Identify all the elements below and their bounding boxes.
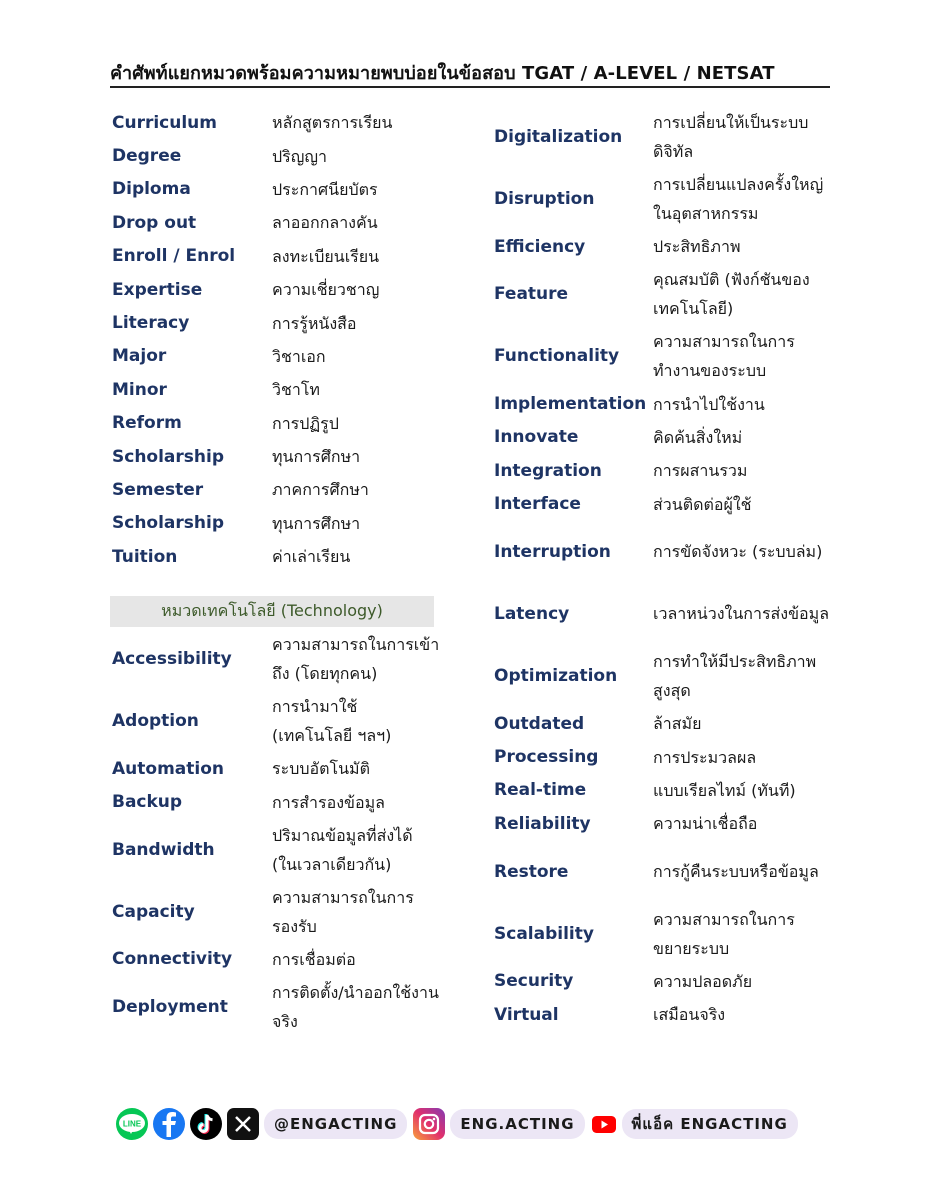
vocab-definition: การติดตั้ง/นำออกใช้งานจริง <box>272 983 439 1032</box>
vocab-definition: ทุนการศึกษา <box>272 447 361 467</box>
vocab-term: Curriculum <box>112 112 217 133</box>
vocab-term: Processing <box>494 747 599 768</box>
vocab-definition: การขัดจังหวะ (ระบบล่ม) <box>653 542 823 562</box>
vocab-term: Disruption <box>494 189 595 209</box>
vocab-definition: ค่าเล่าเรียน <box>272 547 351 567</box>
vocab-definition: การรู้หนังสือ <box>272 313 357 333</box>
tiktok-icon[interactable] <box>190 1108 222 1140</box>
page-title: คำศัพท์แยกหมวดพร้อมความหมายพบบ่อยในข้อสอบ TGAT / A-LEVEL / NETSAT <box>110 63 775 84</box>
vocab-term: Scalability <box>494 923 594 944</box>
vocab-definition: การเปลี่ยนแปลงครั้งใหญ่ในอุตสาหกรรม <box>653 175 824 223</box>
vocab-definition: หลักสูตรการเรียน <box>272 113 393 133</box>
social-footer <box>116 1106 826 1142</box>
instagram-icon[interactable] <box>413 1108 445 1140</box>
vocab-term: Major <box>112 346 167 367</box>
vocab-row <box>494 965 834 998</box>
vocab-row <box>112 139 442 172</box>
vocab-row <box>112 407 442 440</box>
vocab-row <box>494 263 834 325</box>
vocab-term: Integration <box>494 460 602 481</box>
vocab-term: Implementation <box>494 394 647 415</box>
vocab-row <box>112 173 442 206</box>
vocab-term: Connectivity <box>112 949 233 970</box>
handle-pill-youtube[interactable]: พี่แอ็ค ENGACTING <box>622 1109 798 1139</box>
vocab-term: Optimization <box>494 665 618 686</box>
vocab-term: Interruption <box>494 541 611 562</box>
vocab-definition: การผสานรวม <box>653 461 748 481</box>
vocab-row <box>494 774 834 807</box>
vocab-row <box>112 540 442 573</box>
line-icon-label: LINE <box>122 1119 142 1129</box>
vocab-list-right <box>494 106 834 1031</box>
vocab-row <box>112 440 442 473</box>
vocab-definition: ภาคการศึกษา <box>272 480 369 500</box>
vocab-definition: แบบเรียลไทม์ (ทันที) <box>653 780 796 800</box>
vocab-term: Reliability <box>494 813 591 834</box>
vocab-row <box>112 273 442 306</box>
vocab-term: Backup <box>112 792 183 813</box>
vocab-term: Semester <box>112 479 204 500</box>
vocab-definition: ความสามารถในการรองรับ <box>272 887 414 936</box>
vocab-term: Degree <box>112 146 182 167</box>
vocab-definition: การเชื่อมต่อ <box>272 949 356 969</box>
vocab-row <box>494 841 834 903</box>
vocab-row <box>494 488 834 521</box>
vocab-term: Real-time <box>494 780 587 801</box>
vocab-list-left <box>112 106 442 573</box>
vocab-definition: วิชาเอก <box>272 346 326 366</box>
vocab-term: Virtual <box>494 1004 559 1025</box>
vocab-row <box>494 807 834 840</box>
vocab-row <box>112 881 442 943</box>
vocab-term: Literacy <box>112 313 190 334</box>
vocab-term: Accessibility <box>112 649 232 669</box>
vocab-row <box>494 998 834 1031</box>
vocab-definition: ความสามารถในการทำงานของระบบ <box>653 332 795 381</box>
vocab-term: Minor <box>112 379 167 400</box>
vocab-term: Scholarship <box>112 446 225 467</box>
vocab-term: Efficiency <box>494 236 586 257</box>
vocab-definition: วิชาโท <box>272 380 320 400</box>
vocab-term: Interface <box>494 494 581 515</box>
vocab-row <box>494 230 834 263</box>
vocab-row <box>494 106 834 168</box>
vocab-row <box>494 707 834 740</box>
vocab-definition: การปฏิรูป <box>272 413 339 433</box>
title-divider <box>110 86 830 88</box>
vocab-definition: คิดค้นสิ่งใหม่ <box>653 427 743 447</box>
vocab-definition: ปริญญา <box>272 146 327 166</box>
vocab-definition: ความสามารถในการขยายระบบ <box>653 909 795 958</box>
vocab-definition: การประมวลผล <box>653 747 757 767</box>
vocab-row <box>112 943 442 976</box>
vocab-row <box>494 903 834 965</box>
vocab-row <box>494 645 834 707</box>
facebook-icon[interactable] <box>153 1108 185 1140</box>
vocab-row <box>112 752 442 785</box>
vocab-term: Functionality <box>494 346 620 367</box>
vocab-row <box>112 507 442 540</box>
vocab-row <box>494 421 834 454</box>
vocab-row <box>112 206 442 239</box>
vocab-term: Bandwidth <box>112 839 215 860</box>
vocab-term: Drop out <box>112 212 197 233</box>
vocab-term: Deployment <box>112 997 228 1018</box>
vocab-definition: การนำไปใช้งาน <box>653 394 765 414</box>
vocab-definition: ความปลอดภัย <box>653 971 753 991</box>
vocab-row <box>494 740 834 773</box>
line-icon[interactable] <box>116 1108 148 1140</box>
vocab-term: Digitalization <box>494 127 623 147</box>
vocab-term: Scholarship <box>112 513 225 534</box>
youtube-icon[interactable] <box>591 1108 617 1140</box>
x-twitter-icon[interactable] <box>227 1108 259 1140</box>
vocab-row <box>494 454 834 487</box>
vocab-row <box>112 690 442 752</box>
vocab-term: Adoption <box>112 711 199 731</box>
vocab-definition: ส่วนติดต่อผู้ใช้ <box>653 494 752 514</box>
vocab-term: Enroll / Enrol <box>112 246 236 267</box>
vocab-row <box>494 325 834 387</box>
vocab-row <box>112 785 442 818</box>
vocab-definition: ลาออกกลางคัน <box>272 213 378 233</box>
vocab-row <box>112 306 442 339</box>
vocab-list-technology <box>112 628 442 1038</box>
vocab-row <box>494 583 834 645</box>
vocab-definition: ความเชี่ยวชาญ <box>272 280 380 300</box>
vocab-definition: การกู้คืนระบบหรือข้อมูล <box>653 862 819 882</box>
vocab-definition: การเปลี่ยนให้เป็นระบบดิจิทัล <box>653 113 809 161</box>
vocab-term: Tuition <box>112 546 178 567</box>
vocab-definition: ประกาศนียบัตร <box>272 179 378 199</box>
vocab-term: Latency <box>494 603 570 624</box>
vocab-term: Expertise <box>112 279 203 300</box>
vocab-definition: ล้าสมัย <box>653 714 702 734</box>
vocab-row <box>494 387 834 420</box>
vocab-term: Automation <box>112 758 224 779</box>
vocab-term: Capacity <box>112 901 195 922</box>
vocab-row <box>112 473 442 506</box>
vocab-definition: ลงทะเบียนเรียน <box>272 246 380 266</box>
vocab-term: Security <box>494 971 574 992</box>
vocab-row <box>494 168 834 230</box>
vocab-definition: ระบบอัตโนมัติ <box>272 759 370 779</box>
vocab-term: Outdated <box>494 713 585 734</box>
vocab-definition: ประสิทธิภาพ <box>653 237 741 257</box>
vocab-definition: ทุนการศึกษา <box>272 513 361 533</box>
vocab-term: Feature <box>494 284 569 305</box>
vocab-row <box>112 628 442 690</box>
vocab-definition: เสมือนจริง <box>653 1005 726 1025</box>
vocab-row <box>112 819 442 881</box>
vocab-term: Innovate <box>494 427 579 448</box>
vocab-definition: ความสามารถในการเข้าถึง (โดยทุกคน) <box>272 635 440 683</box>
vocab-definition: การนำมาใช้ (เทคโนโลยี ฯลฯ) <box>272 697 392 745</box>
vocab-row <box>112 106 442 139</box>
handle-pill-instagram[interactable]: ENG.ACTING <box>450 1109 584 1139</box>
vocab-row <box>112 373 442 406</box>
vocab-term: Reform <box>112 413 182 434</box>
vocab-term: Restore <box>494 861 569 882</box>
vocab-term: Diploma <box>112 179 191 200</box>
section-header-technology: หมวดเทคโนโลยี (Technology) <box>110 596 434 627</box>
handle-pill-main[interactable]: @ENGACTING <box>264 1109 407 1139</box>
vocab-definition: ปริมาณข้อมูลที่ส่งได้ (ในเวลาเดียวกัน) <box>272 825 413 874</box>
vocab-row <box>112 340 442 373</box>
vocab-definition: การทำให้มีประสิทธิภาพสูงสุด <box>653 651 817 700</box>
vocab-row <box>494 521 834 583</box>
vocab-row <box>112 240 442 273</box>
vocab-definition: เวลาหน่วงในการส่งข้อมูล <box>653 604 830 624</box>
vocab-row <box>112 976 442 1038</box>
vocab-definition: การสำรองข้อมูล <box>272 792 385 812</box>
vocab-definition: คุณสมบัติ (ฟังก์ชันของเทคโนโลยี) <box>653 270 810 319</box>
vocab-definition: ความน่าเชื่อถือ <box>653 814 758 834</box>
